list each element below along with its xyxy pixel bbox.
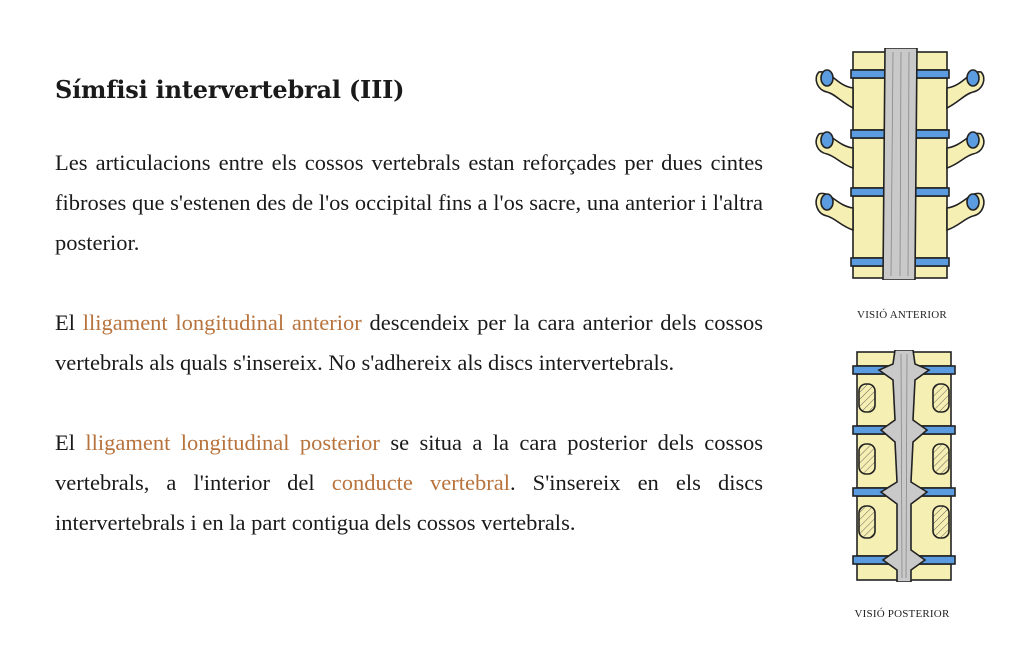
text-column [55,60,763,543]
paragraph-intro: Les articulacions entre els cossos vertebrals estan reforçades per dues cintes fibroses que s'estenen des de l'os occipital fins a l'os sacre, una anterior i l'altra posterior. [55,150,763,255]
term-vertebral-canal[interactable]: conducte vertebral [331,470,510,495]
posterior-view-illustration [845,350,963,582]
page-title: Símfisi intervertebral (III) [55,75,405,104]
p3-text-after: . S'insereix en els discs intervertebrals i en la part contigua dels cossos vertebrals. [55,470,763,535]
anterior-view-illustration [815,48,985,280]
anterior-view-caption: VISIÓ ANTERIOR [857,309,947,321]
paragraph-anterior-ligament [55,303,763,383]
p2-text-after: descendeix per la cara anterior dels cossos vertebrals als quals s'insereix. No s'adhereix als discs intervertebrals. [55,310,763,375]
p3-text-middle: se situa a la cara posterior dels cossos vertebrals, a l'interior del [55,430,764,495]
p2-text-before: El [55,310,83,335]
posterior-view-caption: VISIÓ POSTERIOR [854,608,950,620]
term-posterior-ligament[interactable]: lligament longitudinal posterior [85,430,380,455]
term-anterior-ligament[interactable]: lligament longitudinal anterior [82,310,362,335]
p3-text-before: El [55,430,86,455]
paragraph-posterior-ligament [55,423,763,543]
